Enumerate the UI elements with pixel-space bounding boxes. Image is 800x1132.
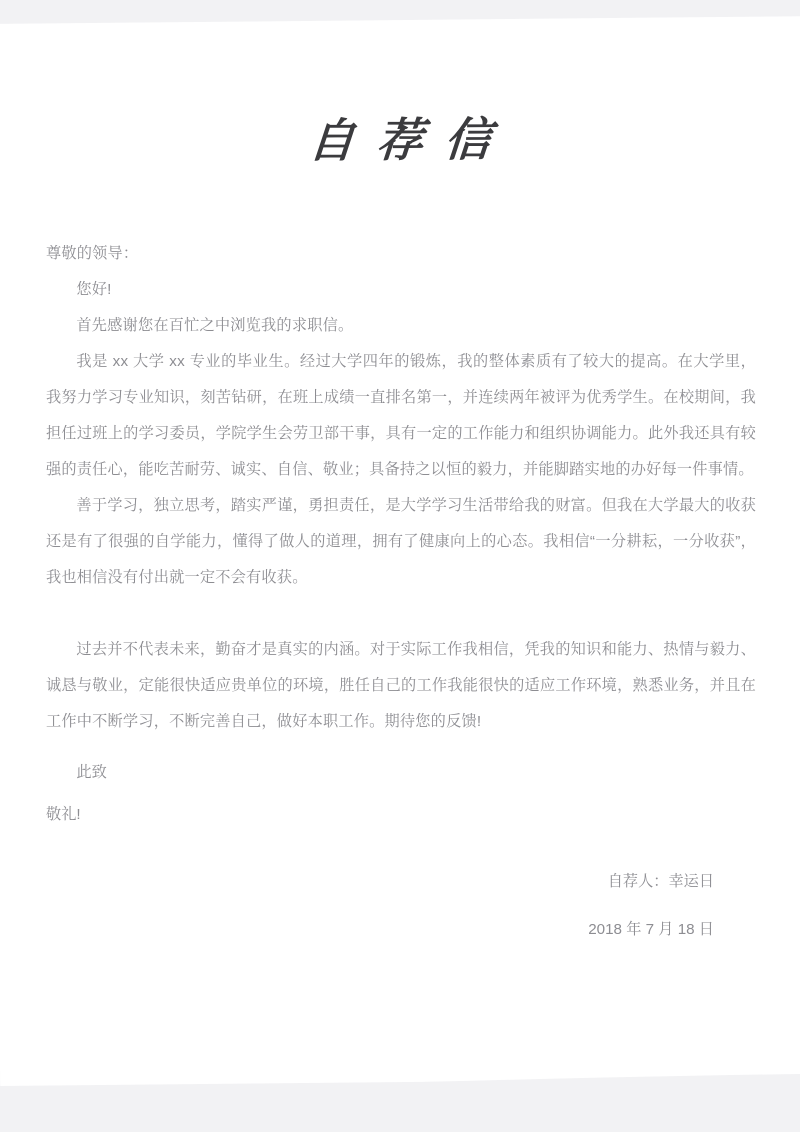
closing-respect: 敬礼!	[46, 806, 81, 823]
closing-salute: 此致	[76, 764, 107, 781]
paragraph-2: 善于学习，独立思考，踏实严谨，勇担责任，是大学学习生活带给我的财富。但我在大学最大的收获还是有了很强的自学能力，懂得了做人的道理，拥有了健康向上的心态。我相信“一分耕耘，一分收获”，我也相信没有付出就一定不会有收获。	[46, 497, 756, 586]
signature-date: 2018 年 7 月 18 日	[588, 921, 714, 938]
document-title: 自荐信	[306, 112, 515, 168]
paragraph-1: 我是 xx 大学 xx 专业的毕业生。经过大学四年的锻炼，我的整体素质有了较大的提高。在大学里，我努力学习专业知识，刻苦钻研，在班上成绩一直排名第一，并连续两年被评为优秀学生。在校期间，我担任过班上的学习委员，学院学生会劳卫部干事，具有一定的工作能力和组织协调能力。此外我还具有较强的责任心，能吃苦耐劳、诚实、自信、敬业；具备持之以恒的毅力，并能脚踏实地的办好每一件事情。	[46, 353, 756, 478]
signature-block	[46, 858, 714, 954]
greeting: 您好!	[76, 281, 112, 298]
salutation: 尊敬的领导：	[46, 245, 139, 262]
letter-closing	[46, 752, 756, 836]
paragraph-3: 过去并不代表未来，勤奋才是真实的内涵。对于实际工作我相信，凭我的知识和能力、热情与毅力、诚恳与敬业，定能很快适应贵单位的环境，胜任自己的工作我能很快的适应工作环境，熟悉业务，并且在工作中不断学习，不断完善自己，做好本职工作。期待您的反馈!	[46, 641, 756, 730]
paragraph-spacer	[46, 596, 756, 632]
signer-name: 自荐人：幸运日	[607, 873, 714, 890]
letter-body	[46, 236, 756, 740]
opening-line: 首先感谢您在百忙之中浏览我的求职信。	[76, 317, 354, 334]
